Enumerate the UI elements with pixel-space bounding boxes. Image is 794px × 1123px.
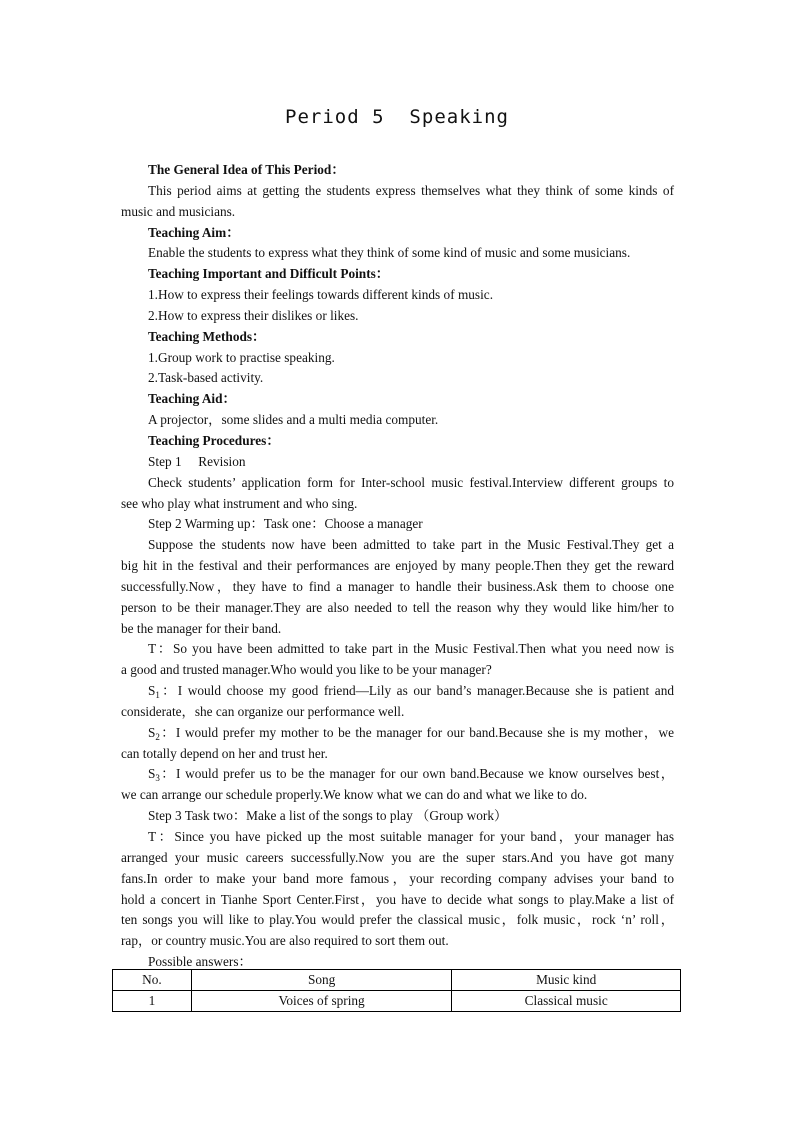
paragraph-line: be the manager for their band. [121,620,282,636]
dialogue-text: ：I would prefer my mother to be the manager for our band.Because she is my mother，we [159,724,674,740]
paragraph-line: ten songs you will like to play.You would prefer the classical music，folk music，rock ‘n’ roll， [121,912,674,928]
paragraph-line: music and musicians. [121,203,236,219]
step-3-heading: Step 3 Task two：Make a list of the songs to play （Group work） [148,808,508,824]
document-body [121,160,674,973]
list-item: 2.Task-based activity. [148,370,264,386]
dialogue-text: ：I would choose my good friend—Lily as our band’s manager.Because she is patient and [159,683,674,699]
speaker-label: S [148,724,156,740]
table-header-cell: Song [191,970,452,991]
step-2-heading: Step 2 Warming up：Task one：Choose a manager [148,516,423,532]
paragraph-line: person to be their manager.They are also needed to tell the reason why they would like him/her to [121,599,674,615]
dialogue-line-s3 [121,764,674,785]
speaker-subscript: 1 [155,690,160,701]
paragraph-line: Enable the students to express what they think of some kind of music and some musicians. [148,245,631,261]
paragraph-line: Check students’ application form for Inter-school music festival.Interview different groups to [148,474,674,490]
paragraph-line: big hit in the festival and their performances are enjoyed by many people.Then they get the reward [121,558,674,574]
general-idea-heading: The General Idea of This Period： [148,162,345,177]
speaker-subscript: 2 [155,731,160,742]
table-cell: 1 [113,991,192,1012]
table-cell: Voices of spring [191,991,452,1012]
dialogue-line: a good and trusted manager.Who would you like to be your manager? [121,662,492,678]
speaker-label: S [148,766,156,782]
paragraph-line: Suppose the students now have been admitted to take part in the Music Festival.They get a [148,537,674,553]
table-header-cell: No. [113,970,192,991]
table-header-row [113,970,681,991]
list-item: 2.How to express their dislikes or likes. [148,307,359,323]
paragraph-line: This period aims at getting the students express themselves what they think of some kinds of [148,182,674,198]
paragraph-line: see who play what instrument and who sing. [121,495,358,511]
paragraph-line: A projector，some slides and a multi media computer. [148,412,439,428]
table-cell: Classical music [452,991,681,1012]
list-item: 1.Group work to practise speaking. [148,349,335,365]
page-title: Period 5 Speaking [285,106,509,128]
table-header-cell: Music kind [452,970,681,991]
teaching-methods-heading: Teaching Methods： [148,328,266,344]
songs-table [112,969,681,1012]
teaching-procedures-heading: Teaching Procedures： [148,432,280,448]
teaching-aid-heading: Teaching Aid： [148,391,236,407]
paragraph-line: arranged your music careers successfully.Now you are the super stars.And you have got many [121,849,674,865]
dialogue-line: considerate，she can organize our performance well. [121,703,405,719]
dialogue-line: we can arrange our schedule properly.We know what we can do and what we like to do. [121,787,588,803]
paragraph-line: hold a concert in Tianhe Sport Center.First，you have to decide what songs to play.Make a list of [121,891,674,907]
dialogue-line-s1 [121,681,674,702]
dialogue-line: can totally depend on her and trust her. [121,745,328,761]
dialogue-line: T：So you have been admitted to take part in the Music Festival.Then what you need now is [148,641,674,657]
possible-answers-label: Possible answers： [148,954,252,970]
teaching-points-heading: Teaching Important and Difficult Points： [148,266,390,282]
speaker-label: S [148,683,156,699]
teaching-aim-heading: Teaching Aim： [148,224,240,240]
table-row [113,991,681,1012]
speaker-subscript: 3 [155,773,160,784]
dialogue-line: T：Since you have picked up the most suitable manager for your band，your manager has [148,829,674,844]
paragraph-line: fans.In order to make your band more famous，your recording company advises your band to [121,870,674,886]
list-item: 1.How to express their feelings towards different kinds of music. [148,287,494,303]
dialogue-line-s2 [121,723,674,744]
step-1-heading: Step 1 Revision [148,453,246,469]
paragraph-line: rap，or country music.You are also required to sort them out. [121,933,449,949]
dialogue-text: ：I would prefer us to be the manager for our own band.Because we know ourselves best， [159,766,674,782]
paragraph-line: successfully.Now，they have to find a manager to handle their business.Ask them to choose one [121,578,674,594]
